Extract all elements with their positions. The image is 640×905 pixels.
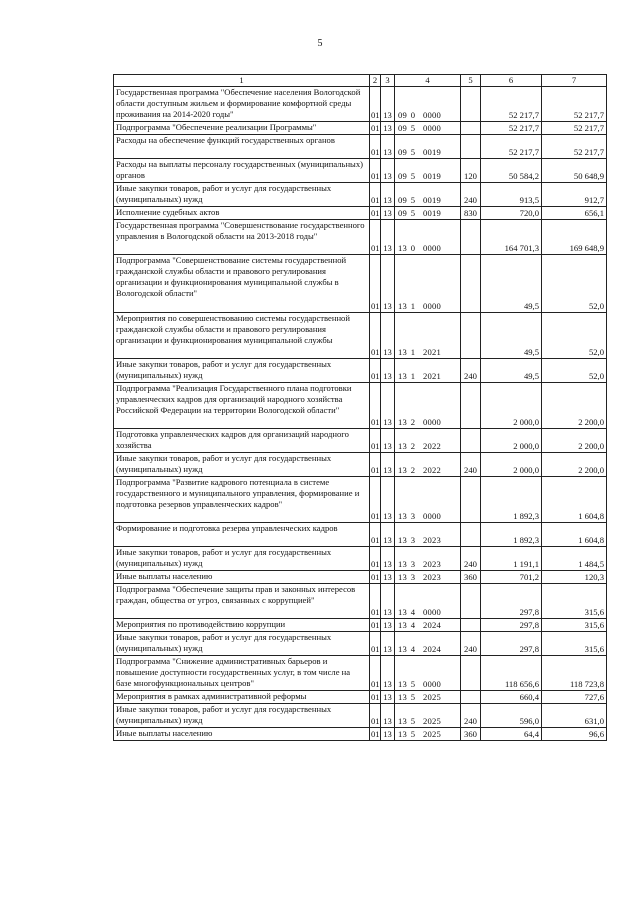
header-cell: 3 [381,75,395,87]
amount-col-6: 118 656,6 [481,656,542,691]
section-code: 01 [371,620,380,630]
csr-part: 13 [398,417,407,427]
csr-part: 0000 [423,243,441,253]
section-code: 01 [370,704,381,728]
table-row [114,159,607,183]
target-article-code [395,584,461,619]
csr-part: 5 [410,208,416,218]
row-name: Формирование и подготовка резерва управленческих кадров [114,523,370,547]
target-article-code [395,159,461,183]
table-row [114,523,607,547]
csr-part: 13 [398,243,407,253]
target-article-code [395,383,461,429]
csr-part: 4 [410,644,416,654]
target-article-code [395,523,461,547]
row-name: Расходы на выплаты персоналу государственных (муниципальных) органов [114,159,370,183]
csr-part: 13 [398,559,407,569]
row-name: Иные выплаты населению [114,728,370,741]
subsection-code: 13 [381,220,395,255]
target-article-code [395,619,461,632]
row-name: Исполнение судебных актов [114,207,370,220]
row-name: Подпрограмма "Обеспечение защиты прав и законных интересов граждан, общества от угроз, связанных с коррупцией" [114,584,370,619]
subsection-code: 13 [381,704,395,728]
amount-col-7: 169 648,9 [542,220,607,255]
csr-part: 2 [410,465,416,475]
subsection-code: 13 [381,122,395,135]
amount-col-6: 660,4 [481,691,542,704]
row-name: Подпрограмма "Снижение административных барьеров и повышение доступности государственных услуг, в том числе на базе многофункциональных центров" [114,656,370,691]
csr-part: 2021 [423,371,441,381]
table-row [114,571,607,584]
subsection-code: 13 [381,477,395,523]
amount-col-7: 52,0 [542,255,607,313]
row-name: Подпрограмма "Развитие кадрового потенциала в системе государственного и муниципального управления, формирование и подготовка резервов управленческих кадров" [114,477,370,523]
amount-col-6: 297,8 [481,632,542,656]
amount-col-6: 596,0 [481,704,542,728]
csr-part: 1 [410,347,416,357]
csr-part: 5 [410,171,416,181]
csr-part: 13 [398,535,407,545]
expense-type-code [461,313,481,359]
amount-col-7: 52 217,7 [542,122,607,135]
section-code: 01 [370,547,381,571]
csr-part: 13 [398,441,407,451]
section-code: 01 [370,632,381,656]
amount-col-7: 1 484,5 [542,547,607,571]
target-article-code [395,632,461,656]
section-code: 01 [370,477,381,523]
target-article-code [395,691,461,704]
section-code: 01 [370,183,381,207]
csr-part: 2022 [423,465,441,475]
table-row [114,135,607,159]
subsection-code: 13 [381,429,395,453]
row-name: Подпрограмма "Обеспечение реализации Программы" [114,122,370,135]
amount-col-7: 50 648,9 [542,159,607,183]
csr-part: 3 [410,535,416,545]
row-name: Государственная программа "Совершенствование государственного управления в Вологодской области на 2013-2018 годы" [114,220,370,255]
target-article-code [395,207,461,220]
amount-col-7: 120,3 [542,571,607,584]
csr-part: 2023 [423,535,441,545]
amount-col-7: 52,0 [542,313,607,359]
csr-part: 0019 [423,195,441,205]
row-name: Мероприятия по совершенствованию системы государственной гражданской службы области и правового регулирования организации и функционирования муниципальной службы [114,313,370,359]
csr-part: 2023 [423,559,441,569]
csr-part: 2025 [423,692,441,702]
amount-col-7: 631,0 [542,704,607,728]
table-row [114,313,607,359]
csr-part: 2023 [423,572,441,582]
table-row [114,584,607,619]
csr-part: 13 [398,620,407,630]
csr-part: 0000 [423,301,441,311]
csr-part: 0019 [423,147,441,157]
csr-part: 13 [398,347,407,357]
csr-part: 5 [410,692,416,702]
csr-part: 1 [410,371,416,381]
subsection-code: 13 [381,584,395,619]
target-article-code [395,547,461,571]
amount-col-6: 2 000,0 [481,383,542,429]
expense-type-code: 240 [461,453,481,477]
table-row [114,728,607,741]
section-code: 01 [370,135,381,159]
target-article-code [395,313,461,359]
row-name: Иные закупки товаров, работ и услуг для государственных (муниципальных) нужд [114,453,370,477]
amount-col-7: 52 217,7 [542,87,607,122]
subsection-code: 13 [381,159,395,183]
row-name: Подпрограмма "Реализация Государственного плана подготовки управленческих кадров для организаций народного хозяйства Российской Федерации на территории Вологодской области" [114,383,370,429]
subsection-code: 13 [381,183,395,207]
subsection-code: 13 [381,135,395,159]
expense-type-code: 240 [461,632,481,656]
amount-col-6: 49,5 [481,359,542,383]
section-code: 01 [370,87,381,122]
row-name: Иные закупки товаров, работ и услуг для государственных (муниципальных) нужд [114,632,370,656]
header-row [114,75,607,87]
target-article-code [395,122,461,135]
target-article-code [395,704,461,728]
header-cell: 7 [542,75,607,87]
csr-part: 13 [398,465,407,475]
target-article-code [395,135,461,159]
csr-part: 3 [410,572,416,582]
subsection-code: 13 [381,453,395,477]
csr-part: 13 [398,692,407,702]
csr-part: 0000 [423,110,441,120]
expense-type-code: 360 [461,571,481,584]
csr-part: 0000 [423,511,441,521]
csr-part: 13 [398,572,407,582]
expense-type-code [461,584,481,619]
expense-type-code [461,122,481,135]
amount-col-6: 1 892,3 [481,523,542,547]
amount-col-6: 701,2 [481,571,542,584]
subsection-code: 13 [381,87,395,122]
subsection-code: 13 [381,728,395,741]
csr-part: 5 [410,195,416,205]
target-article-code [395,656,461,691]
expense-type-code: 360 [461,728,481,741]
section-code: 01 [371,123,380,133]
subsection-code: 13 [381,207,395,220]
csr-part: 2025 [423,716,441,726]
expense-type-code: 240 [461,183,481,207]
table-row [114,453,607,477]
csr-part: 13 [398,371,407,381]
amount-col-6: 297,8 [481,619,542,632]
amount-col-7: 656,1 [542,207,607,220]
target-article-code [395,728,461,741]
section-code: 01 [370,159,381,183]
section-code: 01 [370,453,381,477]
subsection-code: 13 [381,313,395,359]
amount-col-6: 913,5 [481,183,542,207]
csr-part: 13 [398,644,407,654]
expense-type-code [461,523,481,547]
target-article-code [395,571,461,584]
section-code: 01 [370,656,381,691]
expense-type-code [461,619,481,632]
amount-col-6: 49,5 [481,255,542,313]
section-code: 01 [371,572,380,582]
row-name: Подпрограмма "Совершенствование системы государственной гражданской службы области и правового регулирования организации и функционирования муниципальной службы в Вологодской области" [114,255,370,313]
table-body [114,75,607,741]
amount-col-7: 1 604,8 [542,523,607,547]
expense-type-code [461,135,481,159]
csr-part: 2 [410,417,416,427]
table-row [114,691,607,704]
expense-type-code: 240 [461,704,481,728]
table-row [114,220,607,255]
table-row [114,87,607,122]
csr-part: 0000 [423,123,441,133]
header-cell: 6 [481,75,542,87]
csr-part: 09 [398,110,407,120]
expense-type-code [461,477,481,523]
csr-part: 13 [398,679,407,689]
row-name: Иные закупки товаров, работ и услуг для государственных (муниципальных) нужд [114,183,370,207]
amount-col-6: 49,5 [481,313,542,359]
row-name: Иные закупки товаров, работ и услуг для государственных (муниципальных) нужд [114,704,370,728]
csr-part: 2024 [423,620,441,630]
row-name: Иные закупки товаров, работ и услуг для государственных (муниципальных) нужд [114,359,370,383]
section-code: 01 [370,429,381,453]
amount-col-7: 315,6 [542,619,607,632]
subsection-code: 13 [381,632,395,656]
amount-col-6: 2 000,0 [481,453,542,477]
csr-part: 09 [398,147,407,157]
target-article-code [395,255,461,313]
csr-part: 0000 [423,417,441,427]
section-code: 01 [370,220,381,255]
csr-part: 0 [410,243,416,253]
row-name: Мероприятия по противодействию коррупции [114,619,370,632]
target-article-code [395,477,461,523]
csr-part: 0019 [423,171,441,181]
expense-type-code [461,87,481,122]
csr-part: 5 [410,729,416,739]
csr-part: 13 [398,607,407,617]
table-row [114,122,607,135]
amount-col-7: 2 200,0 [542,429,607,453]
csr-part: 5 [410,679,416,689]
table-row [114,547,607,571]
target-article-code [395,359,461,383]
subsection-code: 13 [381,619,395,632]
subsection-code: 13 [381,656,395,691]
row-name: Иные выплаты населению [114,571,370,584]
table-row [114,429,607,453]
amount-col-7: 912,7 [542,183,607,207]
csr-part: 13 [398,716,407,726]
csr-part: 3 [410,511,416,521]
amount-col-6: 164 701,3 [481,220,542,255]
amount-col-6: 52 217,7 [481,135,542,159]
amount-col-6: 297,8 [481,584,542,619]
expense-type-code: 120 [461,159,481,183]
expense-type-code: 240 [461,359,481,383]
table-row [114,359,607,383]
table-row [114,704,607,728]
page-number: 5 [317,38,323,49]
subsection-code: 13 [381,547,395,571]
target-article-code [395,453,461,477]
section-code: 01 [371,208,380,218]
target-article-code [395,87,461,122]
csr-part: 09 [398,123,407,133]
csr-part: 2 [410,441,416,451]
amount-col-6: 52 217,7 [481,87,542,122]
csr-part: 0019 [423,208,441,218]
table-row [114,383,607,429]
amount-col-7: 96,6 [542,728,607,741]
amount-col-6: 1 191,1 [481,547,542,571]
amount-col-7: 52 217,7 [542,135,607,159]
csr-part: 2021 [423,347,441,357]
amount-col-7: 315,6 [542,584,607,619]
amount-col-7: 727,6 [542,691,607,704]
expense-type-code [461,255,481,313]
csr-part: 13 [398,729,407,739]
row-name: Подготовка управленческих кадров для организаций народного хозяйства [114,429,370,453]
subsection-code: 13 [381,691,395,704]
csr-part: 0000 [423,607,441,617]
csr-part: 3 [410,559,416,569]
target-article-code [395,220,461,255]
section-code: 01 [370,523,381,547]
header-cell: 2 [370,75,381,87]
csr-part: 5 [410,147,416,157]
expense-type-code: 830 [461,207,481,220]
csr-part: 0 [410,110,416,120]
row-name: Мероприятия в рамках административной реформы [114,691,370,704]
csr-part: 4 [410,607,416,617]
csr-part: 09 [398,171,407,181]
section-code: 01 [370,383,381,429]
csr-part: 09 [398,195,407,205]
amount-col-6: 50 584,2 [481,159,542,183]
subsection-code: 13 [381,523,395,547]
csr-part: 0000 [423,679,441,689]
section-code: 01 [371,692,380,702]
budget-table [113,74,607,741]
amount-col-6: 2 000,0 [481,429,542,453]
amount-col-7: 118 723,8 [542,656,607,691]
expense-type-code [461,383,481,429]
csr-part: 2025 [423,729,441,739]
table-row [114,207,607,220]
amount-col-6: 64,4 [481,728,542,741]
csr-part: 5 [410,123,416,133]
subsection-code: 13 [381,383,395,429]
amount-col-7: 315,6 [542,632,607,656]
csr-part: 5 [410,716,416,726]
expense-type-code [461,656,481,691]
header-cell: 5 [461,75,481,87]
target-article-code [395,183,461,207]
subsection-code: 13 [381,571,395,584]
csr-part: 2024 [423,644,441,654]
csr-part: 4 [410,620,416,630]
table-row [114,183,607,207]
csr-part: 2022 [423,441,441,451]
row-name: Иные закупки товаров, работ и услуг для государственных (муниципальных) нужд [114,547,370,571]
csr-part: 09 [398,208,407,218]
amount-col-7: 52,0 [542,359,607,383]
row-name: Государственная программа "Обеспечение населения Вологодской области доступным жильем и формирование комфортной среды проживания на 2014-2020 годы" [114,87,370,122]
amount-col-6: 1 892,3 [481,477,542,523]
header-cell: 1 [114,75,370,87]
table-row [114,656,607,691]
section-code: 01 [370,584,381,619]
section-code: 01 [371,729,380,739]
csr-part: 1 [410,301,416,311]
section-code: 01 [370,313,381,359]
subsection-code: 13 [381,255,395,313]
amount-col-7: 2 200,0 [542,383,607,429]
table-row [114,477,607,523]
expense-type-code [461,220,481,255]
amount-col-7: 2 200,0 [542,453,607,477]
amount-col-7: 1 604,8 [542,477,607,523]
expense-type-code: 240 [461,547,481,571]
csr-part: 13 [398,301,407,311]
table-row [114,255,607,313]
header-cell: 4 [395,75,461,87]
section-code: 01 [370,359,381,383]
table-row [114,632,607,656]
subsection-code: 13 [381,359,395,383]
row-name: Расходы на обеспечение функций государственных органов [114,135,370,159]
expense-type-code [461,691,481,704]
csr-part: 13 [398,511,407,521]
expense-type-code [461,429,481,453]
target-article-code [395,429,461,453]
amount-col-6: 52 217,7 [481,122,542,135]
table-row [114,619,607,632]
section-code: 01 [370,255,381,313]
amount-col-6: 720,0 [481,207,542,220]
